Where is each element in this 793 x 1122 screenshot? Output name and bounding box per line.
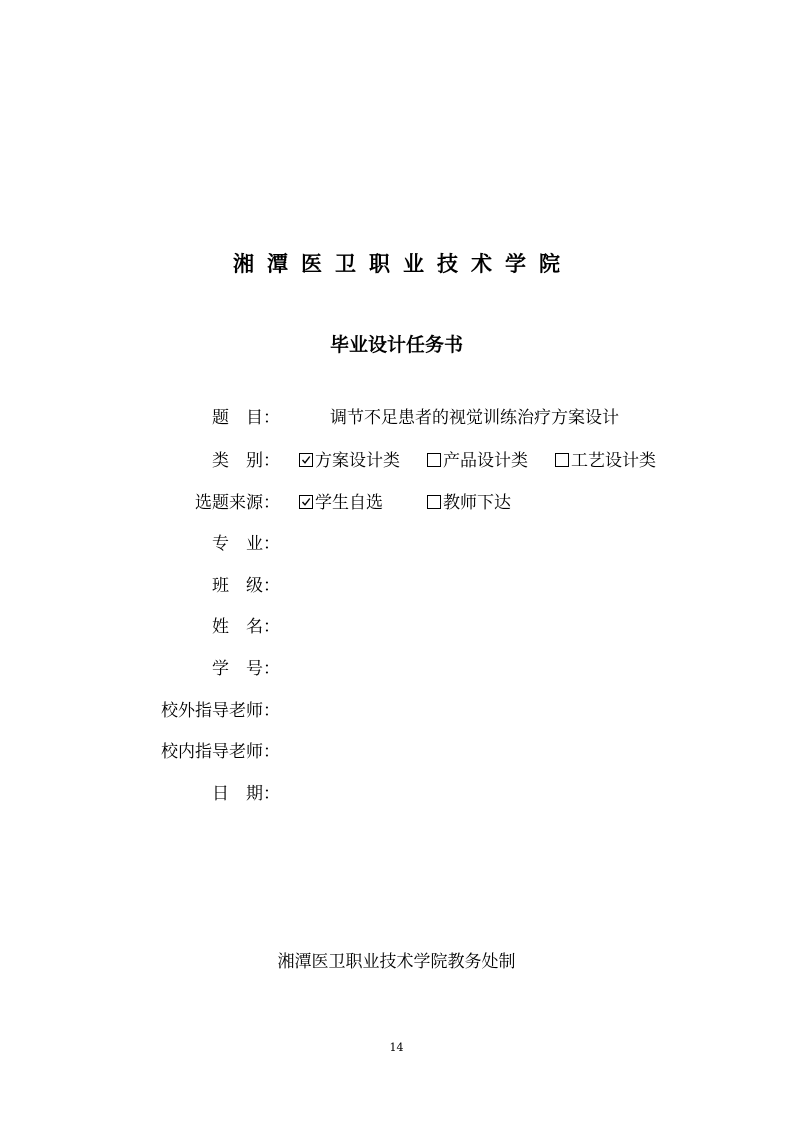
category-row — [0, 448, 793, 474]
major-row — [0, 531, 793, 557]
external-advisor-label: 校外指导老师： — [161, 701, 280, 721]
checkbox-empty-icon[interactable] — [427, 453, 441, 467]
category-option-label: 工艺设计类 — [571, 451, 656, 471]
student-id-row — [0, 656, 793, 682]
document-title: 毕业设计任务书 — [329, 334, 463, 356]
internal-advisor-row — [0, 739, 793, 765]
student-id-label: 学 号： — [212, 659, 280, 679]
source-row — [0, 490, 793, 516]
checkbox-checked-icon[interactable] — [299, 453, 313, 467]
category-option-product[interactable] — [427, 448, 528, 474]
source-label: 选题来源： — [195, 493, 280, 513]
date-label: 日 期： — [212, 784, 280, 804]
category-label: 类 别： — [212, 451, 280, 471]
name-label: 姓 名： — [212, 617, 280, 637]
topic-label: 题 目： — [212, 408, 280, 428]
checkbox-empty-icon[interactable] — [555, 453, 569, 467]
school-title: 湘潭医卫职业技术学院 — [233, 252, 573, 276]
topic-value: 调节不足患者的视觉训练治疗方案设计 — [330, 408, 619, 428]
external-advisor-row — [0, 698, 793, 724]
source-option-label: 学生自选 — [315, 493, 383, 513]
topic-row — [0, 405, 793, 431]
issuing-office: 湘潭医卫职业技术学院教务处制 — [277, 952, 516, 972]
category-option-process[interactable] — [555, 448, 656, 474]
category-option-label: 产品设计类 — [443, 451, 528, 471]
internal-advisor-label: 校内指导老师： — [161, 742, 280, 762]
source-option-label: 教师下达 — [443, 493, 511, 513]
class-row — [0, 573, 793, 599]
class-label: 班 级： — [212, 576, 280, 596]
source-option-student[interactable] — [299, 490, 383, 516]
page-number: 14 — [389, 1041, 404, 1054]
date-row — [0, 781, 793, 807]
checkbox-checked-icon[interactable] — [299, 495, 313, 509]
major-label: 专 业： — [212, 534, 280, 554]
category-option-scheme[interactable] — [299, 448, 400, 474]
checkbox-empty-icon[interactable] — [427, 495, 441, 509]
category-option-label: 方案设计类 — [315, 451, 400, 471]
source-option-teacher[interactable] — [427, 490, 511, 516]
name-row — [0, 614, 793, 640]
